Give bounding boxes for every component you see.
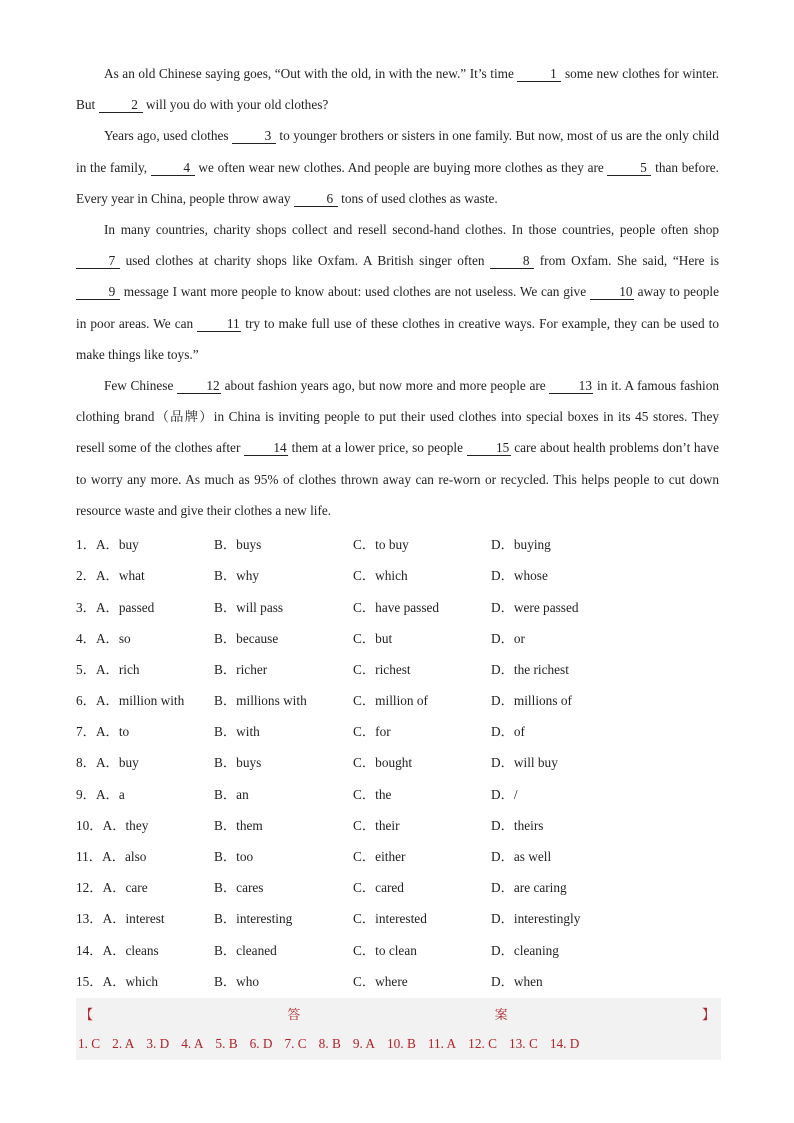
answer-item: 6. D — [249, 1036, 273, 1052]
blank-2: 2 — [99, 97, 143, 113]
option-b[interactable]: B．cares — [214, 880, 264, 896]
question-row — [76, 622, 719, 653]
option-b[interactable]: B．cleaned — [214, 942, 277, 958]
option-a[interactable]: A．cleans — [102, 942, 159, 958]
option-a[interactable]: A．interest — [102, 911, 165, 927]
option-d[interactable]: D．buying — [491, 537, 551, 553]
answer-item: 3. D — [146, 1036, 170, 1052]
option-a[interactable]: A．buy — [95, 755, 139, 771]
option-b[interactable]: B．because — [214, 630, 279, 646]
option-c[interactable]: C．to clean — [353, 942, 417, 958]
question-row — [76, 559, 719, 590]
answer-item: 9. A — [352, 1036, 376, 1052]
option-b[interactable]: B．millions with — [214, 693, 307, 709]
option-d[interactable]: D．are caring — [491, 880, 567, 896]
option-a[interactable]: A．million with — [95, 693, 185, 709]
question-number: 10． — [76, 817, 103, 833]
option-d[interactable]: D．interestingly — [491, 911, 581, 927]
option-c[interactable]: C．where — [353, 973, 408, 989]
option-a[interactable]: A．care — [102, 880, 148, 896]
question-row — [76, 809, 719, 840]
answer-item: 10. B — [387, 1036, 416, 1052]
option-c[interactable]: C．bought — [353, 755, 413, 771]
option-c[interactable]: C．either — [353, 849, 406, 865]
answer-header — [76, 998, 721, 1029]
option-d[interactable]: D．the richest — [491, 661, 569, 677]
blank-13: 13 — [549, 378, 593, 394]
question-number: 1． — [76, 537, 96, 553]
option-b[interactable]: B．them — [214, 817, 263, 833]
question-row — [76, 746, 719, 777]
option-b[interactable]: B．buys — [214, 755, 262, 771]
option-a[interactable]: A．passed — [95, 599, 155, 615]
option-c[interactable]: C．but — [353, 630, 393, 646]
question-number: 7． — [76, 724, 96, 740]
option-d[interactable]: D．theirs — [491, 817, 544, 833]
option-c[interactable]: C．interested — [353, 911, 427, 927]
option-a[interactable]: A．rich — [95, 661, 140, 677]
option-d[interactable]: D．cleaning — [491, 942, 559, 958]
question-number: 8． — [76, 755, 96, 771]
question-number: 9． — [76, 786, 96, 802]
option-a[interactable]: A．which — [102, 973, 158, 989]
answer-title-char: 案 — [494, 1007, 508, 1023]
option-c[interactable]: C．their — [353, 817, 400, 833]
blank-3: 3 — [232, 128, 276, 144]
answer-item: 7. C — [284, 1036, 307, 1052]
passage-paragraph-2: Years ago, used clothes 3 to younger brothers or sisters in one family. But now, most of us are the only child in the family, 4 we often wear new clothes. And people are buying more clothes as they are 5 than before. Every year in China, people throw away 6 tons of used clothes as waste. — [76, 128, 719, 206]
option-b[interactable]: B．too — [214, 849, 254, 865]
question-number: 11． — [76, 849, 103, 865]
question-row — [76, 933, 719, 964]
option-c[interactable]: C．the — [353, 786, 392, 802]
blank-9: 9 — [76, 284, 120, 300]
answer-item: 11. A — [427, 1036, 457, 1052]
option-b[interactable]: B．buys — [214, 537, 262, 553]
option-b[interactable]: B．who — [214, 973, 260, 989]
option-c[interactable]: C．which — [353, 568, 408, 584]
option-d[interactable]: D．as well — [491, 849, 552, 865]
blank-10: 10 — [590, 284, 634, 300]
exam-page — [76, 58, 719, 1060]
answer-item: 8. B — [318, 1036, 341, 1052]
option-c[interactable]: C．million of — [353, 693, 428, 709]
question-row — [76, 902, 719, 933]
question-row — [76, 715, 719, 746]
question-row — [76, 778, 719, 809]
answer-section — [76, 998, 721, 1060]
question-number: 14． — [76, 942, 103, 958]
passage-paragraph-1: As an old Chinese saying goes, “Out with the old, in with the new.” It’s time 1 some new clothes for winter. But 2 will you do with your old clothes? — [76, 66, 720, 113]
question-row — [76, 528, 719, 559]
answer-title-char: 答 — [287, 1007, 301, 1023]
answer-item: 13. C — [509, 1036, 538, 1052]
option-d[interactable]: D．will buy — [491, 755, 558, 771]
question-row — [76, 871, 719, 902]
option-b[interactable]: B．will pass — [214, 599, 284, 615]
blank-4: 4 — [151, 160, 195, 176]
question-row — [76, 684, 719, 715]
question-number: 2． — [76, 568, 96, 584]
blank-5: 5 — [607, 160, 651, 176]
answer-item: 1. C — [78, 1036, 101, 1052]
blank-1: 1 — [517, 66, 561, 82]
blank-7: 7 — [76, 253, 120, 269]
question-row — [76, 590, 719, 621]
question-row — [76, 653, 719, 684]
question-number: 15． — [76, 973, 103, 989]
blank-6: 6 — [294, 191, 338, 207]
question-number: 13． — [76, 911, 103, 927]
question-row — [76, 965, 719, 996]
option-a[interactable]: A．buy — [95, 537, 139, 553]
option-c[interactable]: C．have passed — [353, 599, 440, 615]
answer-item: 14. D — [549, 1036, 580, 1052]
question-number: 4． — [76, 630, 96, 646]
passage-paragraph-3: In many countries, charity shops collect and resell second-hand clothes. In those countries, people often shop 7 used clothes at charity shops like Oxfam. A British singer often 8 from Oxfam. She said, “Here is 9 message I want more people to know about: used clothes are not useless. We can give 10 away to people in poor areas. We can 11 try to make full use of these clothes in creative ways. For example, they can be used to make things like toys.” — [76, 222, 720, 362]
option-d[interactable]: D．millions of — [491, 693, 572, 709]
answer-item: 5. B — [215, 1036, 238, 1052]
option-c[interactable]: C．richest — [353, 661, 411, 677]
answer-bracket-right: 】 — [701, 1007, 715, 1023]
option-a[interactable]: A．also — [102, 849, 147, 865]
blank-15: 15 — [467, 440, 511, 456]
option-d[interactable]: D．when — [491, 973, 543, 989]
option-c[interactable]: C．for — [353, 724, 391, 740]
option-a[interactable]: A．so — [95, 630, 131, 646]
answer-item: 4. A — [181, 1036, 204, 1052]
option-b[interactable]: B．an — [214, 786, 249, 802]
question-list — [76, 528, 719, 996]
option-c[interactable]: C．cared — [353, 880, 404, 896]
question-row — [76, 840, 719, 871]
option-d[interactable]: D．or — [491, 630, 525, 646]
option-d[interactable]: D．whose — [491, 568, 548, 584]
question-number: 3． — [76, 599, 96, 615]
option-a[interactable]: A．they — [102, 817, 149, 833]
question-number: 12． — [76, 880, 103, 896]
option-b[interactable]: B．interesting — [214, 911, 293, 927]
answer-item: 2. A — [112, 1036, 135, 1052]
answer-list — [76, 1029, 721, 1060]
blank-14: 14 — [244, 440, 288, 456]
question-number: 6． — [76, 693, 96, 709]
blank-12: 12 — [177, 378, 221, 394]
answer-bracket-left: 【 — [80, 1007, 94, 1023]
option-c[interactable]: C．to buy — [353, 537, 409, 553]
option-b[interactable]: B．why — [214, 568, 260, 584]
option-d[interactable]: D．were passed — [491, 599, 579, 615]
option-a[interactable]: A．a — [95, 786, 125, 802]
answer-item: 12. C — [468, 1036, 497, 1052]
passage-paragraph-4: Few Chinese 12 about fashion years ago, but now more and more people are 13 in it. A famous fashion clothing brand（品牌）in China is inviting people to put their used clothes into special boxes in its 45 stores. They resell some of the clothes after 14 them at a lower price, so people 15 care about health problems don’t have to worry any more. As much as 95% of clothes thrown away can re-worn or recycled. This helps people to cut down resource waste and give their clothes a new life. — [76, 378, 720, 518]
blank-8: 8 — [490, 253, 534, 269]
question-number: 5． — [76, 661, 96, 677]
option-a[interactable]: A．what — [95, 568, 145, 584]
option-b[interactable]: B．richer — [214, 661, 268, 677]
option-b[interactable]: B．with — [214, 724, 260, 740]
option-d[interactable]: D．/ — [491, 786, 518, 802]
option-a[interactable]: A．to — [95, 724, 130, 740]
blank-11: 11 — [197, 316, 241, 332]
option-d[interactable]: D．of — [491, 724, 525, 740]
